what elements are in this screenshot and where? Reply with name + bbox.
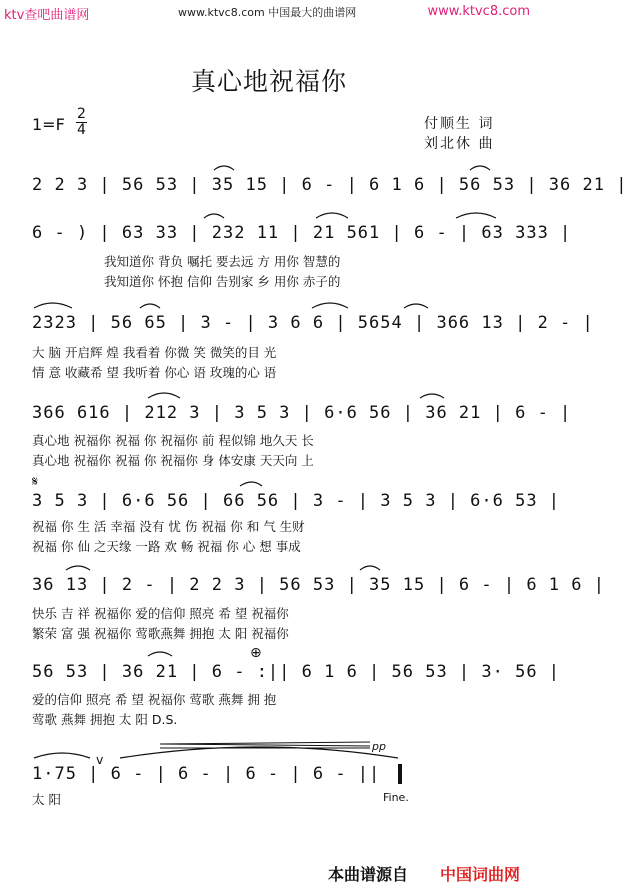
score-row-1: 2 2 3 | 56 53 | 35 15 | 6 - | 6 1 6 | 56 53 | 36 21 | — [32, 175, 627, 195]
key-signature: 1=F — [32, 115, 65, 134]
lyrics-row-2-verse-1: 我知道你 背负 嘱托 要去远 方 用你 智慧的 — [104, 254, 341, 269]
header-tagline: www.ktvc8.com 中国最大的曲谱网 — [178, 6, 357, 19]
lyrics-row-3-verse-2: 情 意 收藏希 望 我听着 你心 语 玫瑰的心 语 — [32, 365, 277, 380]
score-row-8: 1·75 | 6 - | 6 - | 6 - | 6 - || — [32, 764, 381, 784]
lyrics-row-7-verse-2: 莺歌 燕舞 拥抱 太 阳 D.S. — [32, 712, 178, 727]
header-url[interactable]: www.ktvc8.com — [427, 4, 530, 19]
score-row-6: 36 13 | 2 - | 2 2 3 | 56 53 | 35 15 | 6 - | 6 1 6 | — [32, 575, 605, 595]
lyrics-row-4-verse-2: 真心地 祝福你 祝福 你 祝福你 身 体安康 天天向 上 — [32, 453, 314, 468]
lyrics-row-3-verse-1: 大 脑 开启辉 煌 我看着 你微 笑 微笑的目 光 — [32, 345, 277, 360]
score-row-3: 2323 | 56 65 | 3 - | 3 6 6 | 5654 | 366 13 | 2 - | — [32, 313, 594, 333]
lyrics-row-5-verse-1: 祝福 你 生 活 幸福 没有 忧 伤 祝福 你 和 气 生财 — [32, 519, 305, 534]
lyrics-row-2-verse-2: 我知道你 怀抱 信仰 告别家 乡 用你 赤子的 — [104, 274, 341, 289]
composer-credit: 刘北休 曲 — [424, 136, 495, 152]
dynamics-pianissimo: pp — [372, 740, 386, 753]
lyrics-row-5-verse-2: 祝福 你 仙 之天缘 一路 欢 畅 祝福 你 心 想 事成 — [32, 539, 301, 554]
lyrics-row-6-verse-1: 快乐 吉 祥 祝福你 爱的信仰 照亮 希 望 祝福你 — [32, 606, 289, 621]
lyricist-credit: 付顺生 词 — [424, 116, 495, 132]
header-site-name[interactable]: ktv查吧曲谱网 — [4, 8, 90, 23]
lyrics-row-4-verse-1: 真心地 祝福你 祝福 你 祝福你 前 程似锦 地久天 长 — [32, 433, 314, 448]
time-denominator: 4 — [77, 122, 86, 138]
footer-site-link[interactable]: 中国词曲网 — [440, 865, 521, 884]
slur-marks — [34, 166, 496, 758]
score-row-4: 366 616 | 212 3 | 3 5 3 | 6·6 56 | 36 21 | 6 - | — [32, 403, 572, 423]
score-row-2: 6 - ) | 63 33 | 232 11 | 21 561 | 6 - | 63 333 | — [32, 223, 572, 243]
lyrics-row-6-verse-2: 繁荣 富 强 祝福你 莺歌燕舞 拥抱 太 阳 祝福你 — [32, 626, 289, 641]
lyrics-row-8-verse-1: 太 阳 — [32, 792, 61, 807]
segno-sign: 𝄋 — [32, 474, 39, 490]
coda-sign: ⊕ — [250, 645, 262, 661]
fine-marking: Fine. — [383, 791, 409, 804]
footer-source-label: 本曲谱源自 — [328, 865, 409, 884]
song-title: 真心地祝福你 — [190, 67, 347, 96]
lyrics-row-7-verse-1: 爱的信仰 照亮 希 望 祝福你 莺歌 燕舞 拥 抱 — [32, 692, 277, 707]
time-numerator: 2 — [77, 106, 86, 122]
score-row-5: 3 5 3 | 6·6 56 | 66 56 | 3 - | 3 5 3 | 6·6 53 | — [32, 491, 561, 511]
final-barline — [398, 764, 402, 784]
score-row-7: 56 53 | 36 21 | 6 - :|| 6 1 6 | 56 53 | 3· 56 | — [32, 662, 561, 682]
breath-mark: v — [96, 752, 104, 767]
